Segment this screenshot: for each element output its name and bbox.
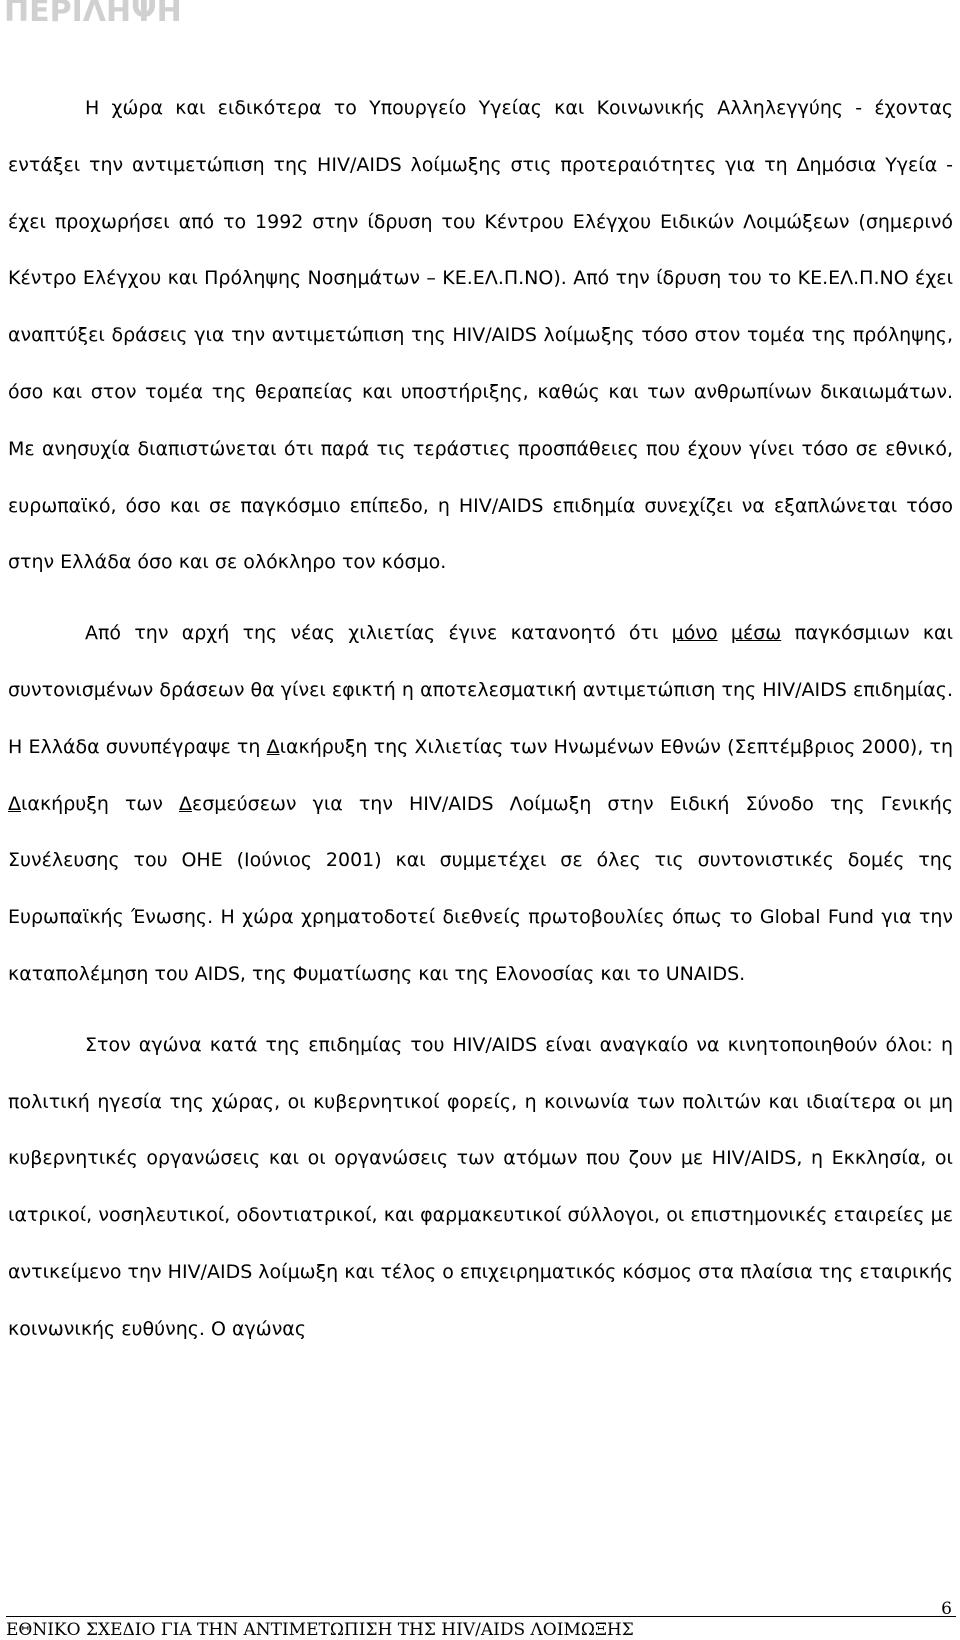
page-number: 6	[941, 1599, 952, 1619]
paragraph-2-text	[718, 622, 731, 644]
paragraph-2-text: Από την αρχή της νέας χιλιετίας έγινε κατανοητό ότι	[85, 622, 672, 645]
footer-rule	[6, 1616, 956, 1617]
paragraph-2-text: παγκόσμιων και συντονισμένων δράσεων θα γίνει εφικτή η αποτελεσματική αντιμετώπιση της HIV/AIDS επιδημίας. Η Ελλάδα συνυπέγραψε τη	[8, 622, 954, 758]
page-heading: ΠΕΡΙΛΗΨΗ	[4, 0, 182, 29]
underlined-word: μόνο	[671, 622, 718, 645]
underlined-letter: Δ	[179, 792, 192, 815]
paragraph-2-text: ιακήρυξη των	[21, 792, 179, 815]
paragraph-3: Στον αγώνα κατά της επιδημίας του HIV/AIDS είναι αναγκαίο να κινητοποιηθούν όλοι: η πολιτική ηγεσία της χώρας, οι κυβερνητικοί φορείς, η κοινωνία των πολιτών και ιδιαίτερα οι μη κυβερνητικές οργανώσεις και οι οργανώσεις των ατόμων που ζουν με HIV/AIDS, η Εκκλησία, οι ιατρικοί, νοσηλευτικοί, οδοντιατρικοί, και φαρμακευτικοί σύλλογοι, οι επιστημονικές εταιρείες με αντικείμενο την HIV/AIDS λοίμωξη και τέλος ο επιχειρηματικός κόσμος στα πλαίσια της εταιρικής κοινωνικής ευθύνης. Ο αγώνας	[8, 1033, 953, 1340]
underlined-letter: Δ	[8, 792, 21, 815]
paragraph-1: Η χώρα και ειδικότερα το Υπουργείο Υγείας και Κοινωνικής Αλληλεγγύης - έχοντας εντάξει την αντιμετώπιση της HIV/AIDS λοίμωξης στις προτεραιότητες για τη Δημόσια Υγεία - έχει προχωρήσει από το 1992 στην ίδρυση του Κέντρου Ελέγχου Ειδικών Λοιμώξεων (σημερινό Κέντρο Ελέγχου και Πρόληψης Νοσημάτων – ΚΕ.ΕΛ.Π.ΝΟ). Από την ίδρυση του το ΚΕ.ΕΛ.Π.ΝΟ έχει αναπτύξει δράσεις για την αντιμετώπιση της HIV/AIDS λοίμωξης τόσο στον τομέα της πρόληψης, όσο και στον τομέα της θεραπείας και υποστήριξης, καθώς και των ανθρωπίνων δικαιωμάτων. Με ανησυχία διαπιστώνεται ότι παρά τις τεράστιες προσπάθειες που έχουν γίνει τόσο σε εθνικό, ευρωπαϊκό, όσο και σε παγκόσμιο επίπεδο, η HIV/AIDS επιδημία συνεχίζει να εξαπλώνεται τόσο στην Ελλάδα όσο και σε ολόκληρο τον κόσμο.	[8, 97, 953, 574]
paragraph-2-text: εσμεύσεων για την HIV/AIDS Λοίμωξη στην Ειδική Σύνοδο της Γενικής Συνέλευσης του ΟΗΕ (Ιούνιος 2001) και συμμετέχει σε όλες τις συντονιστικές δομές της Ευρωπαϊκής Ένωσης. Η χώρα χρηματοδοτεί διεθνείς πρωτοβουλίες όπως το Global Fund για την καταπολέμηση του AIDS, της Φυματίωσης και της Ελονοσίας και το UNAIDS.	[8, 792, 953, 985]
footer-title: ΕΘΝΙΚΟ ΣΧΕΔΙΟ ΓΙΑ ΤΗΝ ΑΝΤΙΜΕΤΩΠΙΣΗ ΤΗΣ HIV/AIDS ΛΟΙΜΩΞΗΣ	[6, 1620, 634, 1640]
underlined-word: μέσω	[730, 622, 782, 645]
paragraph-2-text: ιακήρυξη της Χιλιετίας των Ηνωμένων Εθνών (Σεπτέμβριος 2000), τη	[279, 735, 954, 758]
summary-body	[8, 80, 953, 1358]
underlined-letter: Δ	[266, 735, 280, 758]
paragraph-2	[8, 605, 953, 1003]
